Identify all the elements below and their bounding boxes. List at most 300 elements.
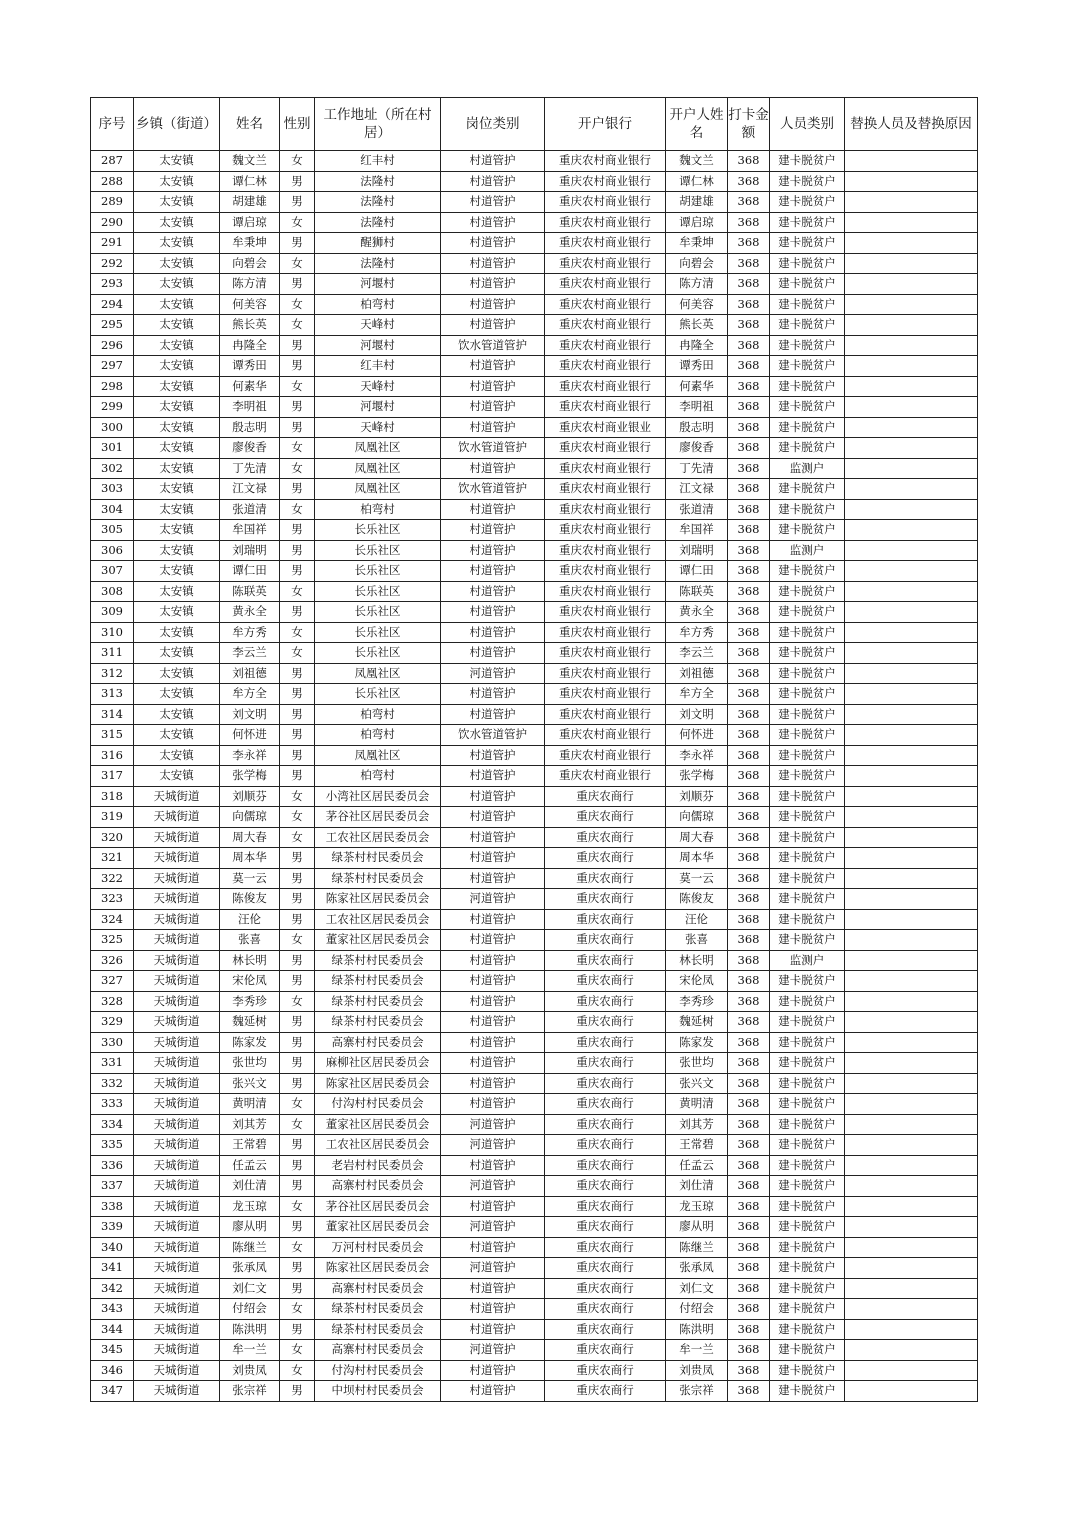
cell-town: 太安镇: [134, 561, 220, 582]
cell-gender: 女: [280, 991, 315, 1012]
cell-gender: 男: [280, 479, 315, 500]
cell-town: 太安镇: [134, 766, 220, 787]
cell-name: 刘仁文: [220, 1278, 280, 1299]
cell-name: 李云兰: [220, 643, 280, 664]
cell-replacement: [845, 1340, 978, 1361]
cell-name: 刘文明: [220, 704, 280, 725]
table-row: [91, 1360, 978, 1381]
table-row: [91, 602, 978, 623]
cell-person-category: 建卡脱贫户: [770, 151, 845, 172]
cell-town: 天城街道: [134, 1114, 220, 1135]
cell-work-address: 绿茶村村民委员会: [315, 950, 441, 971]
cell-town: 太安镇: [134, 663, 220, 684]
cell-account-holder: 莫一云: [666, 868, 728, 889]
cell-post-type: 村道管护: [441, 1155, 545, 1176]
cell-gender: 男: [280, 704, 315, 725]
cell-gender: 男: [280, 1073, 315, 1094]
cell-replacement: [845, 950, 978, 971]
table-row: [91, 704, 978, 725]
cell-person-category: 建卡脱贫户: [770, 1217, 845, 1238]
cell-town: 天城街道: [134, 1012, 220, 1033]
table-row: [91, 417, 978, 438]
cell-account-holder: 江文禄: [666, 479, 728, 500]
cell-replacement: [845, 1278, 978, 1299]
cell-town: 太安镇: [134, 294, 220, 315]
cell-account-holder: 牟一兰: [666, 1340, 728, 1361]
cell-replacement: [845, 1360, 978, 1381]
cell-gender: 男: [280, 274, 315, 295]
cell-town: 天城街道: [134, 786, 220, 807]
cell-bank: 重庆农商行: [545, 1258, 666, 1279]
cell-person-category: 建卡脱贫户: [770, 745, 845, 766]
table-row: [91, 520, 978, 541]
cell-work-address: 董家社区居民委员会: [315, 1217, 441, 1238]
cell-person-category: 建卡脱贫户: [770, 1196, 845, 1217]
cell-name: 魏延树: [220, 1012, 280, 1033]
cell-person-category: 建卡脱贫户: [770, 909, 845, 930]
cell-index: 313: [91, 684, 134, 705]
cell-work-address: 长乐社区: [315, 622, 441, 643]
cell-account-holder: 魏文兰: [666, 151, 728, 172]
cell-account-holder: 周大春: [666, 827, 728, 848]
cell-amount: 368: [728, 1032, 770, 1053]
cell-work-address: 河堰村: [315, 335, 441, 356]
cell-account-holder: 何素华: [666, 376, 728, 397]
cell-name: 丁先清: [220, 458, 280, 479]
cell-name: 谭启琼: [220, 212, 280, 233]
cell-account-holder: 张兴文: [666, 1073, 728, 1094]
cell-index: 327: [91, 971, 134, 992]
cell-replacement: [845, 1012, 978, 1033]
cell-account-holder: 冉隆全: [666, 335, 728, 356]
cell-town: 天城街道: [134, 827, 220, 848]
cell-work-address: 绿茶村村民委员会: [315, 868, 441, 889]
cell-amount: 368: [728, 704, 770, 725]
cell-bank: 重庆农商行: [545, 991, 666, 1012]
cell-amount: 368: [728, 766, 770, 787]
cell-work-address: 凤凰社区: [315, 438, 441, 459]
table-row: [91, 1012, 978, 1033]
cell-gender: 男: [280, 602, 315, 623]
cell-person-category: 建卡脱贫户: [770, 1114, 845, 1135]
cell-bank: 重庆农商行: [545, 1073, 666, 1094]
cell-work-address: 长乐社区: [315, 520, 441, 541]
cell-name: 任孟云: [220, 1155, 280, 1176]
cell-name: 张学梅: [220, 766, 280, 787]
cell-bank: 重庆农商行: [545, 1053, 666, 1074]
cell-town: 太安镇: [134, 233, 220, 254]
cell-bank: 重庆农村商业银行: [545, 458, 666, 479]
cell-index: 335: [91, 1135, 134, 1156]
cell-town: 太安镇: [134, 397, 220, 418]
cell-person-category: 建卡脱贫户: [770, 868, 845, 889]
table-row: [91, 294, 978, 315]
cell-account-holder: 陈继兰: [666, 1237, 728, 1258]
cell-amount: 368: [728, 1176, 770, 1197]
table-row: [91, 212, 978, 233]
cell-amount: 368: [728, 930, 770, 951]
cell-gender: 女: [280, 1299, 315, 1320]
cell-town: 天城街道: [134, 1258, 220, 1279]
cell-index: 320: [91, 827, 134, 848]
cell-gender: 女: [280, 253, 315, 274]
cell-amount: 368: [728, 1053, 770, 1074]
table-row: [91, 1381, 978, 1402]
cell-town: 天城街道: [134, 1237, 220, 1258]
cell-index: 325: [91, 930, 134, 951]
cell-name: 张世均: [220, 1053, 280, 1074]
cell-name: 何美容: [220, 294, 280, 315]
cell-person-category: 建卡脱贫户: [770, 971, 845, 992]
cell-gender: 女: [280, 622, 315, 643]
cell-replacement: [845, 1053, 978, 1074]
cell-post-type: 河道管护: [441, 1176, 545, 1197]
cell-index: 321: [91, 848, 134, 869]
cell-town: 太安镇: [134, 540, 220, 561]
cell-town: 太安镇: [134, 725, 220, 746]
cell-amount: 368: [728, 1073, 770, 1094]
cell-work-address: 绿茶村村民委员会: [315, 1299, 441, 1320]
header-post-type: 岗位类别: [441, 98, 545, 151]
table-row: [91, 479, 978, 500]
cell-gender: 男: [280, 1381, 315, 1402]
cell-gender: 男: [280, 561, 315, 582]
cell-account-holder: 刘顺芬: [666, 786, 728, 807]
cell-replacement: [845, 438, 978, 459]
cell-post-type: 村道管护: [441, 786, 545, 807]
table-row: [91, 950, 978, 971]
cell-work-address: 长乐社区: [315, 561, 441, 582]
cell-name: 刘仕清: [220, 1176, 280, 1197]
cell-amount: 368: [728, 1217, 770, 1238]
cell-gender: 男: [280, 663, 315, 684]
cell-work-address: 绿茶村村民委员会: [315, 1319, 441, 1340]
cell-account-holder: 张喜: [666, 930, 728, 951]
cell-bank: 重庆农商行: [545, 786, 666, 807]
cell-town: 天城街道: [134, 1094, 220, 1115]
table-row: [91, 1155, 978, 1176]
table-row: [91, 1278, 978, 1299]
cell-town: 天城街道: [134, 1032, 220, 1053]
cell-replacement: [845, 520, 978, 541]
cell-post-type: 河道管护: [441, 1258, 545, 1279]
table-row: [91, 1114, 978, 1135]
cell-index: 341: [91, 1258, 134, 1279]
cell-gender: 男: [280, 540, 315, 561]
cell-person-category: 建卡脱贫户: [770, 1258, 845, 1279]
cell-name: 张喜: [220, 930, 280, 951]
cell-person-category: 建卡脱贫户: [770, 1278, 845, 1299]
cell-account-holder: 陈方清: [666, 274, 728, 295]
cell-post-type: 村道管护: [441, 602, 545, 623]
cell-gender: 女: [280, 807, 315, 828]
header-amount: 打卡金额: [728, 98, 770, 151]
cell-index: 309: [91, 602, 134, 623]
cell-amount: 368: [728, 561, 770, 582]
cell-amount: 368: [728, 540, 770, 561]
table-row: [91, 1196, 978, 1217]
cell-gender: 女: [280, 438, 315, 459]
cell-gender: 男: [280, 889, 315, 910]
cell-gender: 男: [280, 1135, 315, 1156]
cell-replacement: [845, 561, 978, 582]
cell-replacement: [845, 581, 978, 602]
cell-name: 陈家发: [220, 1032, 280, 1053]
cell-index: 345: [91, 1340, 134, 1361]
cell-person-category: 建卡脱贫户: [770, 1094, 845, 1115]
cell-post-type: 村道管护: [441, 274, 545, 295]
cell-index: 294: [91, 294, 134, 315]
cell-gender: 女: [280, 581, 315, 602]
cell-work-address: 长乐社区: [315, 602, 441, 623]
header-person-category: 人员类别: [770, 98, 845, 151]
cell-gender: 男: [280, 520, 315, 541]
cell-index: 319: [91, 807, 134, 828]
cell-amount: 368: [728, 868, 770, 889]
cell-replacement: [845, 745, 978, 766]
cell-account-holder: 汪伦: [666, 909, 728, 930]
cell-index: 315: [91, 725, 134, 746]
cell-town: 天城街道: [134, 1135, 220, 1156]
cell-name: 谭仁林: [220, 171, 280, 192]
cell-person-category: 建卡脱贫户: [770, 499, 845, 520]
cell-post-type: 村道管护: [441, 376, 545, 397]
cell-account-holder: 向儒琼: [666, 807, 728, 828]
cell-replacement: [845, 807, 978, 828]
table-header-row: [91, 98, 978, 151]
cell-index: 299: [91, 397, 134, 418]
cell-post-type: 河道管护: [441, 1114, 545, 1135]
cell-work-address: 柏弯村: [315, 725, 441, 746]
cell-index: 333: [91, 1094, 134, 1115]
table-row: [91, 171, 978, 192]
cell-replacement: [845, 909, 978, 930]
cell-bank: 重庆农村商业银行: [545, 294, 666, 315]
cell-name: 刘祖德: [220, 663, 280, 684]
cell-replacement: [845, 212, 978, 233]
cell-person-category: 建卡脱贫户: [770, 1340, 845, 1361]
cell-index: 330: [91, 1032, 134, 1053]
cell-account-holder: 殷志明: [666, 417, 728, 438]
cell-person-category: 建卡脱贫户: [770, 274, 845, 295]
cell-work-address: 工农社区居民委员会: [315, 827, 441, 848]
cell-gender: 男: [280, 909, 315, 930]
table-row: [91, 1073, 978, 1094]
cell-name: 龙玉琼: [220, 1196, 280, 1217]
cell-bank: 重庆农村商业银行: [545, 151, 666, 172]
cell-town: 太安镇: [134, 192, 220, 213]
cell-amount: 368: [728, 909, 770, 930]
cell-person-category: 建卡脱贫户: [770, 1032, 845, 1053]
cell-index: 314: [91, 704, 134, 725]
cell-replacement: [845, 848, 978, 869]
cell-account-holder: 张承凤: [666, 1258, 728, 1279]
cell-post-type: 村道管护: [441, 253, 545, 274]
cell-bank: 重庆农商行: [545, 807, 666, 828]
cell-post-type: 河道管护: [441, 663, 545, 684]
cell-gender: 女: [280, 1360, 315, 1381]
cell-name: 向儒琼: [220, 807, 280, 828]
cell-gender: 女: [280, 1196, 315, 1217]
cell-work-address: 天峰村: [315, 417, 441, 438]
cell-name: 熊长英: [220, 315, 280, 336]
cell-amount: 368: [728, 1340, 770, 1361]
cell-amount: 368: [728, 1299, 770, 1320]
cell-gender: 男: [280, 192, 315, 213]
cell-town: 太安镇: [134, 212, 220, 233]
cell-name: 江文禄: [220, 479, 280, 500]
cell-gender: 男: [280, 1155, 315, 1176]
cell-person-category: 建卡脱贫户: [770, 397, 845, 418]
cell-town: 天城街道: [134, 1176, 220, 1197]
cell-gender: 男: [280, 417, 315, 438]
cell-index: 301: [91, 438, 134, 459]
cell-post-type: 村道管护: [441, 1299, 545, 1320]
cell-work-address: 高寨村村民委员会: [315, 1176, 441, 1197]
cell-town: 天城街道: [134, 1217, 220, 1238]
cell-work-address: 凤凰社区: [315, 745, 441, 766]
cell-bank: 重庆农村商业银行: [545, 766, 666, 787]
cell-town: 太安镇: [134, 458, 220, 479]
cell-town: 太安镇: [134, 704, 220, 725]
cell-gender: 男: [280, 684, 315, 705]
cell-bank: 重庆农村商业银行: [545, 397, 666, 418]
cell-work-address: 陈家社区居民委员会: [315, 1258, 441, 1279]
cell-work-address: 醒狮村: [315, 233, 441, 254]
cell-account-holder: 任孟云: [666, 1155, 728, 1176]
cell-gender: 男: [280, 233, 315, 254]
cell-person-category: 建卡脱贫户: [770, 1155, 845, 1176]
cell-account-holder: 周本华: [666, 848, 728, 869]
cell-bank: 重庆农商行: [545, 930, 666, 951]
cell-work-address: 长乐社区: [315, 684, 441, 705]
cell-index: 342: [91, 1278, 134, 1299]
cell-work-address: 绿茶村村民委员会: [315, 1012, 441, 1033]
cell-person-category: 建卡脱贫户: [770, 643, 845, 664]
cell-post-type: 村道管护: [441, 151, 545, 172]
cell-work-address: 高寨村村民委员会: [315, 1032, 441, 1053]
cell-replacement: [845, 356, 978, 377]
cell-amount: 368: [728, 212, 770, 233]
table-row: [91, 1053, 978, 1074]
cell-name: 周本华: [220, 848, 280, 869]
cell-name: 冉隆全: [220, 335, 280, 356]
cell-person-category: 建卡脱贫户: [770, 1360, 845, 1381]
cell-bank: 重庆农商行: [545, 1381, 666, 1402]
cell-replacement: [845, 930, 978, 951]
cell-name: 廖从明: [220, 1217, 280, 1238]
table-row: [91, 561, 978, 582]
cell-account-holder: 付绍会: [666, 1299, 728, 1320]
cell-person-category: 建卡脱贫户: [770, 294, 845, 315]
cell-person-category: 建卡脱贫户: [770, 1299, 845, 1320]
cell-work-address: 凤凰社区: [315, 663, 441, 684]
cell-gender: 女: [280, 1114, 315, 1135]
cell-name: 向碧会: [220, 253, 280, 274]
cell-town: 太安镇: [134, 417, 220, 438]
cell-town: 太安镇: [134, 335, 220, 356]
cell-account-holder: 林长明: [666, 950, 728, 971]
cell-name: 黄永全: [220, 602, 280, 623]
table-row: [91, 397, 978, 418]
table-row: [91, 1094, 978, 1115]
table-row: [91, 786, 978, 807]
cell-town: 天城街道: [134, 1299, 220, 1320]
cell-name: 张承凤: [220, 1258, 280, 1279]
cell-amount: 368: [728, 376, 770, 397]
table-row: [91, 868, 978, 889]
cell-account-holder: 陈联英: [666, 581, 728, 602]
table-row: [91, 827, 978, 848]
cell-work-address: 高寨村村民委员会: [315, 1278, 441, 1299]
cell-account-holder: 李永祥: [666, 745, 728, 766]
cell-bank: 重庆农村商业银行: [545, 725, 666, 746]
cell-post-type: 村道管护: [441, 499, 545, 520]
cell-post-type: 村道管护: [441, 1094, 545, 1115]
cell-replacement: [845, 233, 978, 254]
cell-replacement: [845, 1094, 978, 1115]
table-row: [91, 1299, 978, 1320]
cell-name: 陈洪明: [220, 1319, 280, 1340]
cell-gender: 男: [280, 950, 315, 971]
cell-replacement: [845, 376, 978, 397]
cell-amount: 368: [728, 1135, 770, 1156]
cell-bank: 重庆农商行: [545, 1094, 666, 1115]
cell-work-address: 万河村村民委员会: [315, 1237, 441, 1258]
table-row: [91, 1340, 978, 1361]
cell-post-type: 村道管护: [441, 745, 545, 766]
table-row: [91, 663, 978, 684]
cell-town: 天城街道: [134, 848, 220, 869]
cell-person-category: 建卡脱贫户: [770, 766, 845, 787]
cell-bank: 重庆农商行: [545, 868, 666, 889]
cell-work-address: 红丰村: [315, 356, 441, 377]
cell-post-type: 村道管护: [441, 315, 545, 336]
cell-replacement: [845, 684, 978, 705]
cell-work-address: 法隆村: [315, 212, 441, 233]
cell-amount: 368: [728, 889, 770, 910]
cell-replacement: [845, 253, 978, 274]
cell-replacement: [845, 663, 978, 684]
cell-name: 牟国祥: [220, 520, 280, 541]
cell-bank: 重庆农村商业银行: [545, 274, 666, 295]
cell-replacement: [845, 602, 978, 623]
cell-amount: 368: [728, 397, 770, 418]
table-body: [91, 151, 978, 1402]
cell-amount: 368: [728, 725, 770, 746]
table-row: [91, 971, 978, 992]
cell-post-type: 村道管护: [441, 1360, 545, 1381]
cell-gender: 男: [280, 1278, 315, 1299]
cell-amount: 368: [728, 1381, 770, 1402]
cell-town: 天城街道: [134, 1278, 220, 1299]
cell-index: 310: [91, 622, 134, 643]
cell-replacement: [845, 397, 978, 418]
cell-account-holder: 刘仕清: [666, 1176, 728, 1197]
cell-account-holder: 丁先清: [666, 458, 728, 479]
cell-account-holder: 刘文明: [666, 704, 728, 725]
cell-name: 张道清: [220, 499, 280, 520]
cell-town: 天城街道: [134, 1053, 220, 1074]
cell-replacement: [845, 725, 978, 746]
cell-index: 296: [91, 335, 134, 356]
cell-replacement: [845, 151, 978, 172]
cell-index: 290: [91, 212, 134, 233]
cell-post-type: 村道管护: [441, 1012, 545, 1033]
cell-person-category: 建卡脱贫户: [770, 212, 845, 233]
cell-bank: 重庆农商行: [545, 1299, 666, 1320]
cell-gender: 女: [280, 458, 315, 479]
